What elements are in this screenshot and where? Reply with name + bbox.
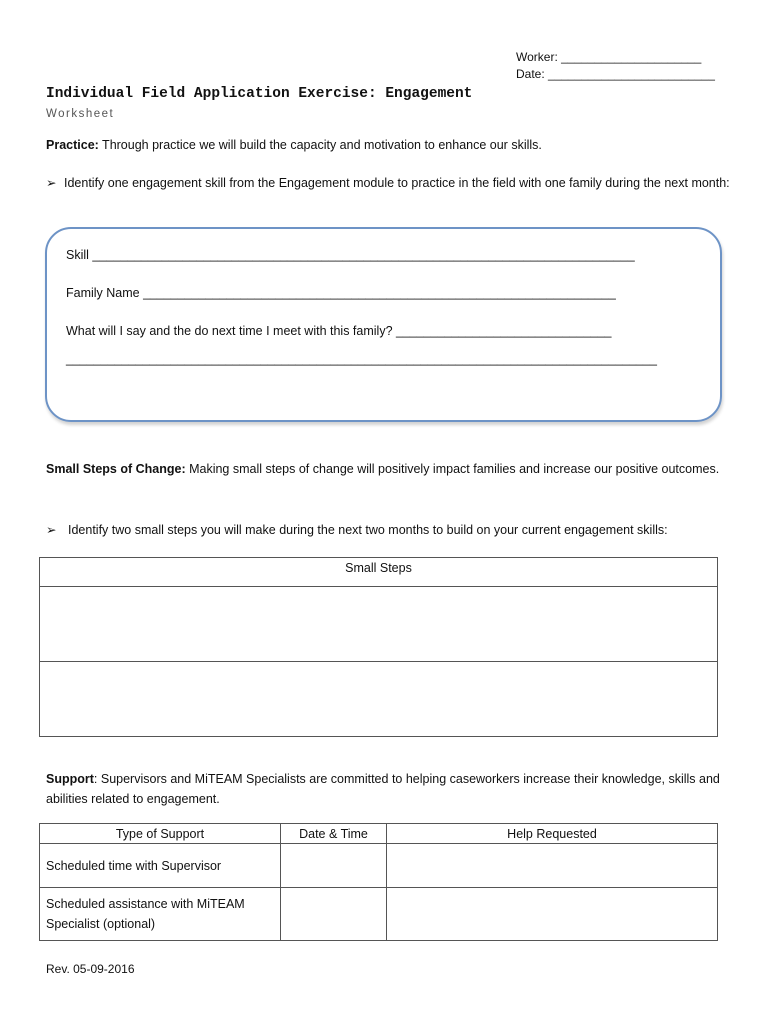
- table-header-row: [40, 824, 718, 844]
- table-row: [40, 844, 718, 888]
- small-steps-bullet-text: Identify two small steps you will make during the next two months to build on your current engagement skills:: [68, 523, 668, 537]
- table-row: [40, 587, 718, 662]
- support-text: : Supervisors and MiTEAM Specialists are committed to helping caseworkers increase their knowledge, skills and abilities related to engagement.: [46, 772, 720, 806]
- small-steps-bullet: [46, 520, 730, 540]
- col-date-time: Date & Time: [281, 824, 387, 844]
- small-steps-paragraph: [46, 459, 730, 479]
- support-heading: Support: [46, 772, 94, 786]
- date-field[interactable]: Date: _________________________: [516, 67, 715, 81]
- table-header-row: [40, 558, 718, 587]
- col-type-of-support: Type of Support: [40, 824, 281, 844]
- page-subtitle: Worksheet: [46, 108, 115, 120]
- date-time-cell[interactable]: [281, 888, 387, 941]
- family-name-field[interactable]: Family Name ____________________________________________________________________: [66, 286, 616, 300]
- table-row: [40, 662, 718, 737]
- worker-date-block: [516, 49, 715, 83]
- practice-bullet-text: Identify one engagement skill from the Engagement module to practice in the field with one family during the next month:: [64, 176, 730, 190]
- support-type-cell: Scheduled time with Supervisor: [40, 844, 281, 888]
- small-steps-header: Small Steps: [40, 558, 718, 587]
- practice-heading: Practice:: [46, 138, 99, 152]
- support-type-cell: Scheduled assistance with MiTEAM Specialist (optional): [40, 888, 281, 941]
- practice-paragraph: [46, 135, 730, 155]
- date-time-cell[interactable]: [281, 844, 387, 888]
- worker-field[interactable]: Worker: _____________________: [516, 50, 702, 64]
- col-help-requested: Help Requested: [387, 824, 718, 844]
- skill-field[interactable]: Skill ______________________________________________________________________________: [66, 248, 635, 262]
- help-requested-cell[interactable]: [387, 888, 718, 941]
- help-requested-cell[interactable]: [387, 844, 718, 888]
- arrow-bullet-icon: ➢: [46, 176, 57, 190]
- small-steps-table: [39, 557, 718, 737]
- say-do-extra-line[interactable]: _____________________________________________________________________________________: [66, 352, 657, 366]
- small-steps-text: Making small steps of change will positively impact families and increase our positive outcomes.: [185, 462, 720, 476]
- support-table: [39, 823, 718, 941]
- arrow-bullet-icon: ➢: [46, 523, 57, 537]
- revision-date: Rev. 05-09-2016: [46, 962, 135, 976]
- table-row: [40, 888, 718, 941]
- say-do-field[interactable]: What will I say and the do next time I meet with this family? _______________________________: [66, 324, 612, 338]
- small-steps-heading: Small Steps of Change:: [46, 462, 186, 476]
- small-step-cell-2[interactable]: [40, 662, 718, 737]
- support-paragraph: [46, 769, 730, 809]
- page-title: Individual Field Application Exercise: Engagement: [46, 86, 473, 102]
- practice-bullet: [46, 173, 730, 193]
- small-step-cell-1[interactable]: [40, 587, 718, 662]
- practice-text: Through practice we will build the capacity and motivation to enhance our skills.: [98, 138, 542, 152]
